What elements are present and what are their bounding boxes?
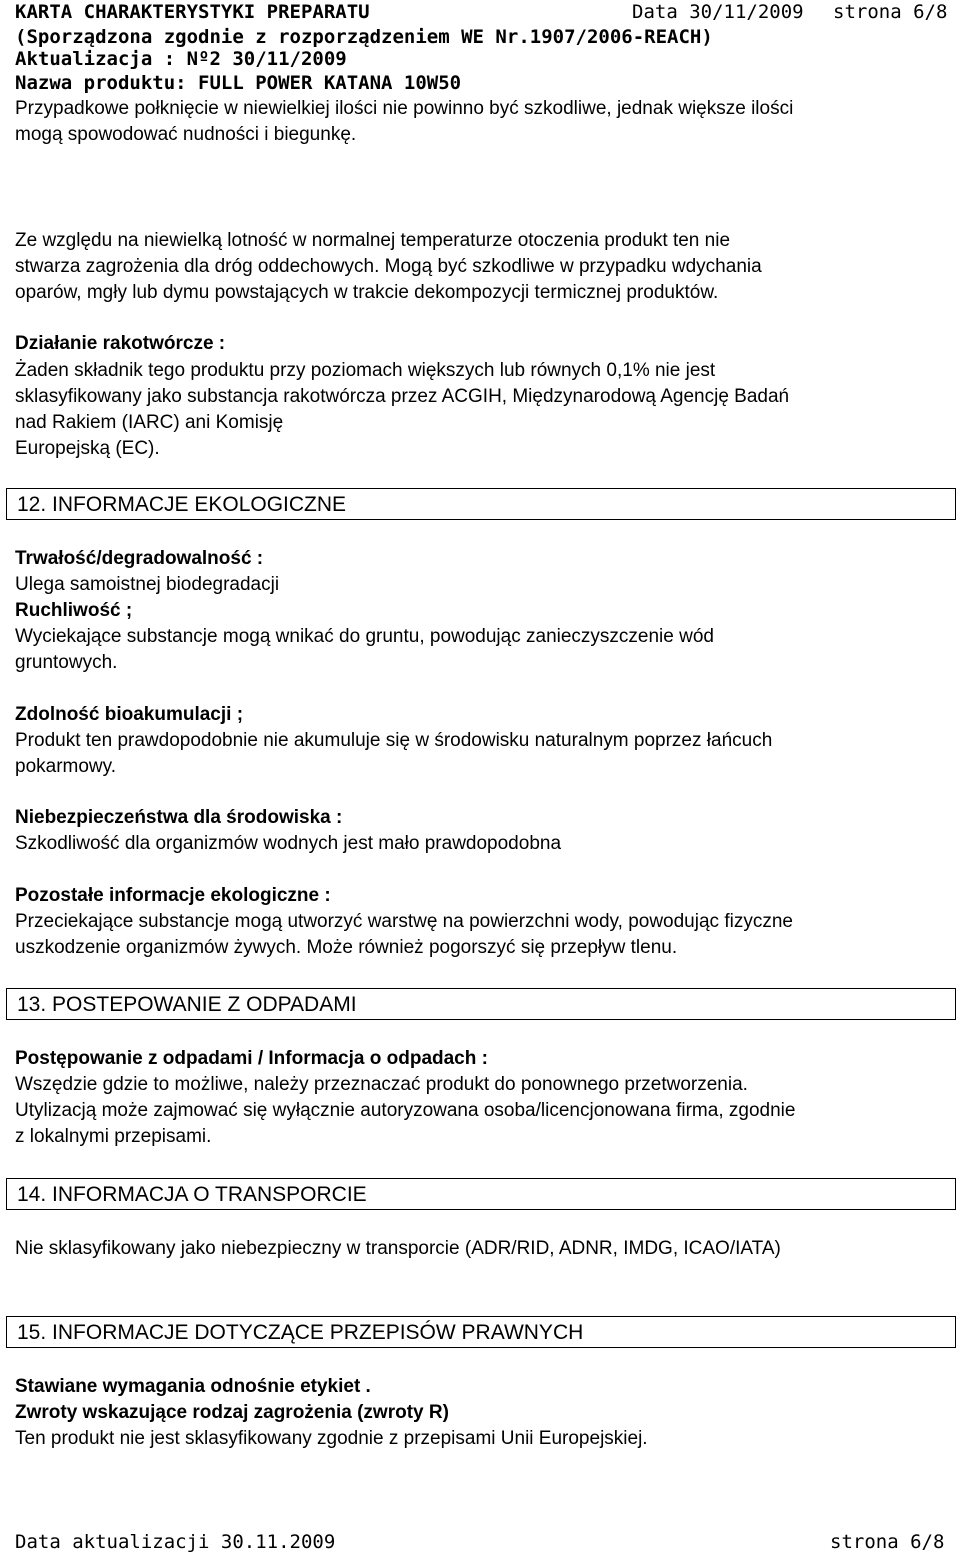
mobility-label: Ruchliwość ; [15,600,133,621]
labelling-requirements-label: Stawiane wymagania odnośnie etykiet . [15,1376,371,1397]
section-14-title: 14. INFORMACJA O TRANSPORCIE [17,1183,367,1206]
other-ecological-label: Pozostałe informacje ekologiczne : [15,885,331,906]
inhalation-text-line-3: oparów, mgły lub dymu powstających w trakcie dekompozycji termicznej produktów. [15,282,719,303]
regulatory-text: Ten produkt nie jest sklasyfikowany zgodnie z przepisami Unii Europejskiej. [15,1428,648,1449]
footer-page-number: strona 6/8 [830,1531,945,1553]
carcinogenic-text-line-2: sklasyfikowany jako substancja rakotwórcza przez ACGIH, Międzynarodową Agencję Badań [15,386,790,407]
environmental-hazards-label: Niebezpieczeństwa dla środowiska : [15,807,343,828]
section-14-header [6,1178,956,1210]
waste-text-line-2: Utylizacją może zajmować się wyłącznie autoryzowana osoba/licencjonowana firma, zgodnie [15,1100,796,1121]
mobility-text-line-2: gruntowych. [15,652,118,673]
carcinogenic-label: Działanie rakotwórcze : [15,333,226,354]
other-ecological-text-line-1: Przeciekające substancje mogą utworzyć warstwę na powierzchni wody, powodując fizyczne [15,911,793,932]
waste-text-line-3: z lokalnymi przepisami. [15,1126,212,1147]
section-15-header [6,1316,956,1348]
ingestion-text-line-1: Przypadkowe połknięcie w niewielkiej ilości nie powinno być szkodliwe, jednak większe ilości [15,98,794,119]
header-date: Data 30/11/2009 [632,1,804,23]
carcinogenic-text-line-4: Europejską (EC). [15,438,160,459]
product-name-line: Nazwa produktu: FULL POWER KATANA 10W50 [15,72,462,94]
header-page-number: strona 6/8 [833,1,948,23]
document-title: KARTA CHARAKTERYSTYKI PREPARATU [15,1,370,23]
inhalation-text-line-2: stwarza zagrożenia dla dróg oddechowych. Mogą być szkodliwe w przypadku wdychania [15,256,762,277]
section-13-title: 13. POSTEPOWANIE Z ODPADAMI [17,993,357,1016]
carcinogenic-text-line-1: Żaden składnik tego produktu przy poziomach większych lub równych 0,1% nie jest [15,360,716,381]
ingestion-text-line-2: mogą spowodować nudności i biegunkę. [15,124,357,145]
footer-update-date: Data aktualizacji 30.11.2009 [15,1531,336,1553]
section-13-header [6,988,956,1020]
carcinogenic-text-line-3: nad Rakiem (IARC) ani Komisję [15,412,284,433]
section-12-title: 12. INFORMACJE EKOLOGICZNE [17,493,347,516]
waste-label: Postępowanie z odpadami / Informacja o odpadach : [15,1048,488,1069]
mobility-text-line-1: Wyciekające substancje mogą wnikać do gruntu, powodując zanieczyszczenie wód [15,626,714,647]
bioaccumulation-label: Zdolność bioakumulacji ; [15,704,244,725]
r-phrases-label: Zwroty wskazujące rodzaj zagrożenia (zwroty R) [15,1402,449,1423]
environmental-hazards-text: Szkodliwość dla organizmów wodnych jest mało prawdopodobna [15,833,562,854]
persistence-text: Ulega samoistnej biodegradacji [15,574,280,595]
waste-text-line-1: Wszędzie gdzie to możliwe, należy przeznaczać produkt do ponownego przetworzenia. [15,1074,748,1095]
bioaccumulation-text-line-2: pokarmowy. [15,756,117,777]
bioaccumulation-text-line-1: Produkt ten prawdopodobnie nie akumuluje się w środowisku naturalnym poprzez łańcuch [15,730,773,751]
section-15-title: 15. INFORMACJE DOTYCZĄCE PRZEPISÓW PRAWNYCH [17,1321,584,1344]
regulation-line: (Sporządzona zgodnie z rozporządzeniem WE Nr.1907/2006-REACH) [15,26,713,48]
section-12-header [6,488,956,520]
other-ecological-text-line-2: uszkodzenie organizmów żywych. Może również pogorszyć się przepływ tlenu. [15,937,678,958]
inhalation-text-line-1: Ze względu na niewielką lotność w normalnej temperaturze otoczenia produkt ten nie [15,230,731,251]
persistence-label: Trwałość/degradowalność : [15,548,264,569]
transport-text: Nie sklasyfikowany jako niebezpieczny w transporcie (ADR/RID, ADNR, IMDG, ICAO/IATA) [15,1238,781,1259]
update-line: Aktualizacja : Nº2 30/11/2009 [15,48,347,70]
